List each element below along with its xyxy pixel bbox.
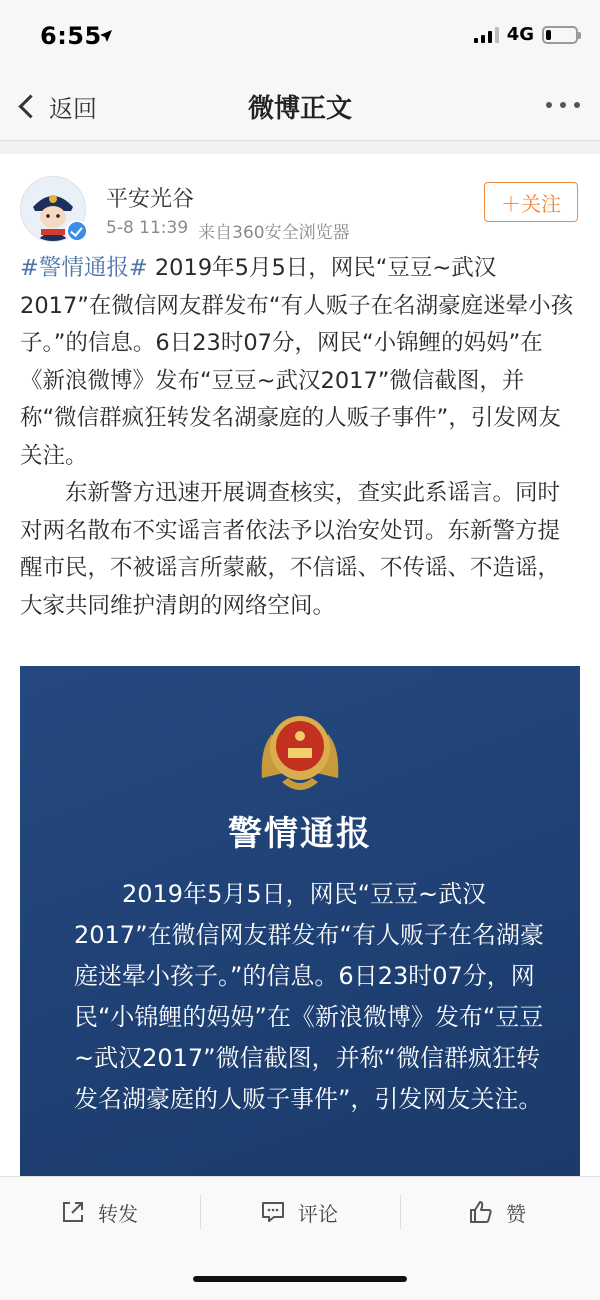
repost-label: 转发 [98, 1201, 138, 1226]
comment-label: 评论 [298, 1201, 338, 1226]
signal-icon [474, 27, 499, 43]
comment-icon [260, 1199, 286, 1225]
verified-badge-icon [66, 220, 88, 242]
post-paragraph-1 [20, 250, 580, 475]
notice-body [74, 874, 544, 1120]
status-bar [0, 0, 600, 74]
thumbs-up-icon [468, 1199, 494, 1225]
network-label: 4G [506, 24, 534, 45]
status-indicators [474, 24, 578, 45]
police-badge-icon [252, 708, 348, 804]
share-icon [60, 1199, 86, 1225]
status-time: 6:55 [40, 22, 102, 50]
hashtag-link[interactable]: #警情通报# [20, 255, 148, 281]
home-indicator[interactable] [193, 1276, 407, 1282]
author-name[interactable]: 平安光谷 [106, 187, 195, 212]
post-source: 来自360安全浏览器 [198, 223, 350, 243]
more-button[interactable] [546, 102, 580, 108]
notice-image[interactable] [20, 666, 580, 1176]
like-label: 赞 [506, 1201, 526, 1226]
battery-icon [542, 26, 578, 44]
divider [200, 1195, 201, 1229]
post-paragraph-2: 东新警方迅速开展调查核实，查实此系谣言。同时对两名散布不实谣言者依法予以治安处罚。东新警方提醒市民，不被谣言所蒙蔽，不信谣、不传谣、不造谣，大家共同维护清朗的网络空间。 [20, 480, 561, 619]
notice-title: 警情通报 [228, 814, 372, 854]
like-button[interactable] [468, 1197, 526, 1227]
repost-button[interactable] [60, 1197, 138, 1227]
post-card [0, 154, 600, 1176]
divider [400, 1195, 401, 1229]
battery-level [546, 30, 551, 40]
nav-bar [0, 74, 600, 141]
post-paragraph-1-text: 2019年5月5日，网民“豆豆~武汉2017”在微信网友群发布“有人贩子在名湖豪庭迷晕小孩子。”的信息。6日23时07分，网民“小锦鲤的妈妈”在《新浪微博》发布“豆豆~武汉2017”微信截图，并称“微信群疯狂转发名湖豪庭的人贩子事件”，引发网友关注。 [20, 255, 574, 469]
comment-button[interactable] [260, 1197, 338, 1227]
post-meta [106, 218, 350, 243]
page-title: 微博正文 [247, 94, 352, 124]
back-label: 返回 [49, 94, 97, 123]
location-arrow-icon [99, 29, 113, 43]
post-date: 5-8 11:39 [106, 218, 189, 238]
follow-button[interactable]: ＋关注 [484, 182, 578, 222]
notice-body-text: 2019年5月5日，网民“豆豆~武汉2017”在微信网友群发布“有人贩子在名湖豪庭迷晕小孩子。”的信息。6日23时07分，网民“小锦鲤的妈妈”在《新浪微博》发布“豆豆~武汉2017”微信截图，并称“微信群疯狂转发名湖豪庭的人贩子事件”，引发网友关注。 [74, 880, 544, 1113]
more-dots-icon [546, 102, 552, 108]
post-text [20, 250, 580, 625]
